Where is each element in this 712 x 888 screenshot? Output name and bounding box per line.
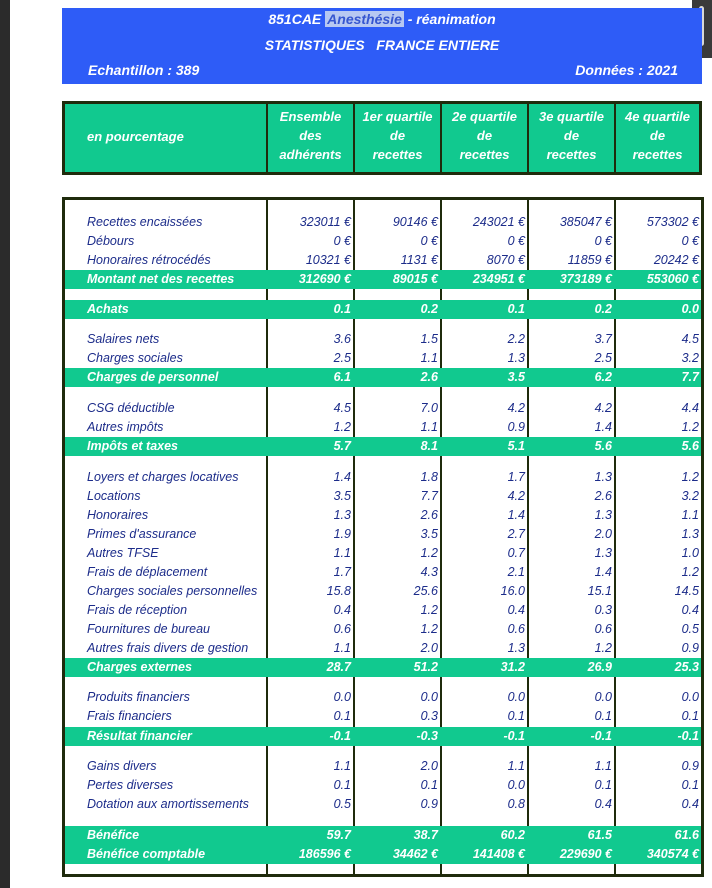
row-value: 2.5 (333, 351, 351, 365)
row-value: 1.7 (507, 470, 525, 484)
table-row (65, 688, 701, 707)
row-label: Résultat financier (87, 729, 192, 743)
row-label: Salaires nets (87, 332, 160, 346)
row-label: Frais de déplacement (87, 565, 208, 579)
row-value: 0.4 (681, 797, 699, 811)
row-value: 1.1 (333, 546, 351, 560)
column-header-line: recettes (459, 147, 510, 162)
row-value: 0.1 (333, 302, 351, 316)
row-value: 0.5 (681, 622, 699, 636)
row-value: 1.1 (681, 508, 699, 522)
table-row (65, 795, 701, 814)
column-header-cell (527, 104, 614, 172)
row-value: 1.2 (594, 641, 612, 655)
row-value: 15.8 (326, 584, 351, 598)
row-value: 1.1 (333, 641, 351, 655)
column-header-cell (266, 104, 353, 172)
table-row (65, 563, 701, 582)
report-subtitle: STATISTIQUES FRANCE ENTIERE (264, 37, 500, 53)
row-value: 0.1 (420, 778, 438, 792)
row-value: 8070 € (486, 253, 525, 267)
row-value: 4.4 (681, 401, 699, 415)
column-header-cell (614, 104, 699, 172)
row-value: 0.1 (333, 709, 351, 723)
row-value: 1.4 (333, 470, 351, 484)
row-value: 4.3 (420, 565, 438, 579)
table-row (65, 506, 701, 525)
row-value: 1.4 (507, 508, 525, 522)
specialty-highlight: Anesthésie (327, 11, 402, 27)
row-value: 1.1 (507, 759, 525, 773)
row-value: 0.5 (333, 797, 351, 811)
row-label: Locations (87, 489, 141, 503)
row-value: 4.5 (333, 401, 351, 415)
row-value: 553060 € (646, 272, 699, 286)
row-value: 312690 € (298, 272, 351, 286)
row-value: 1.2 (420, 603, 438, 617)
row-value: 3.2 (681, 489, 699, 503)
row-value: 1.9 (333, 527, 351, 541)
row-value: 1.2 (681, 470, 699, 484)
row-value: 11859 € (567, 253, 612, 267)
column-header-line: des (299, 128, 322, 143)
row-label: Charges sociales (87, 351, 183, 365)
row-value: 1.3 (681, 527, 699, 541)
row-value: 59.7 (326, 828, 351, 842)
row-value: 0.1 (594, 709, 612, 723)
row-value: 0.4 (507, 603, 525, 617)
row-value: 0.0 (333, 690, 351, 704)
row-value: 4.2 (507, 401, 525, 415)
row-value: 141408 € (472, 847, 525, 861)
row-value: 60.2 (500, 828, 525, 842)
row-value: 61.5 (587, 828, 612, 842)
row-label: Honoraires rétrocédés (87, 253, 211, 267)
row-value: -0.1 (329, 729, 351, 743)
subtotal-row (65, 845, 701, 864)
row-value: 10321 € (305, 253, 351, 267)
column-header-line: de (649, 128, 666, 143)
row-value: 15.1 (587, 584, 612, 598)
row-value: 1.3 (507, 351, 525, 365)
row-label: Recettes encaissées (87, 215, 203, 229)
title-banner (62, 8, 702, 84)
row-value: 0 € (507, 234, 525, 248)
row-value: 2.7 (507, 527, 525, 541)
row-value: 1.4 (594, 565, 612, 579)
row-value: 90146 € (392, 215, 438, 229)
row-value: 4.2 (507, 489, 525, 503)
row-label: Charges de personnel (87, 370, 219, 384)
row-value: -0.1 (677, 729, 699, 743)
row-value: 14.5 (674, 584, 699, 598)
row-value: 7.7 (681, 370, 699, 384)
row-value: 38.7 (413, 828, 438, 842)
row-value: 3.5 (507, 370, 525, 384)
row-label: Primes d'assurance (87, 527, 197, 541)
row-value: 3.6 (333, 332, 351, 346)
row-value: 5.1 (507, 439, 525, 453)
row-value: 0.1 (507, 302, 525, 316)
row-label: Montant net des recettes (87, 272, 235, 286)
row-value: 0.1 (333, 778, 351, 792)
row-value: 1.1 (420, 351, 438, 365)
row-value: 0 € (333, 234, 351, 248)
row-value: 0.6 (507, 622, 525, 636)
table-row (65, 639, 701, 658)
table-row (65, 349, 701, 368)
column-header-line: recettes (546, 147, 597, 162)
row-value: 0.1 (681, 709, 699, 723)
row-value: 1.1 (594, 759, 612, 773)
row-value: 2.2 (507, 332, 525, 346)
row-value: 1.3 (594, 508, 612, 522)
row-value: 0.3 (420, 709, 438, 723)
row-value: 1.7 (333, 565, 351, 579)
row-value: 3.5 (420, 527, 438, 541)
row-label: Débours (87, 234, 135, 248)
window-left-edge (0, 0, 10, 888)
row-value: 2.5 (594, 351, 612, 365)
row-value: 0.4 (594, 797, 612, 811)
row-value: 0.3 (594, 603, 612, 617)
row-label: Charges sociales personnelles (87, 584, 258, 598)
row-value: 3.2 (681, 351, 699, 365)
row-value: -0.3 (416, 729, 438, 743)
row-value: 0 € (681, 234, 699, 248)
row-label: Gains divers (87, 759, 157, 773)
row-value: 186596 € (298, 847, 351, 861)
column-header-line: 2e quartile (451, 109, 518, 124)
row-value: 243021 € (472, 215, 525, 229)
row-label: Dotation aux amortissements (87, 797, 249, 811)
table-row (65, 232, 701, 251)
row-value: 2.1 (507, 565, 525, 579)
row-label: Charges externes (87, 660, 192, 674)
row-value: 1.2 (420, 622, 438, 636)
row-value: 0.7 (507, 546, 525, 560)
row-value: 2.0 (594, 527, 612, 541)
row-value: 5.6 (594, 439, 612, 453)
table-row (65, 525, 701, 544)
row-value: 2.6 (420, 370, 438, 384)
row-value: 25.6 (413, 584, 438, 598)
table-row (65, 213, 701, 232)
row-value: 0.9 (507, 420, 525, 434)
table-row (65, 251, 701, 270)
subtotal-row (65, 727, 701, 746)
column-header-line: de (563, 128, 580, 143)
row-value: 1.0 (681, 546, 699, 560)
column-header-line: recettes (632, 147, 683, 162)
row-value: 573302 € (646, 215, 699, 229)
row-value: 340574 € (646, 847, 699, 861)
row-value: 0 € (594, 234, 612, 248)
row-value: 6.2 (594, 370, 612, 384)
subtotal-row (65, 658, 701, 677)
table-row (65, 707, 701, 726)
row-value: 34462 € (392, 847, 438, 861)
subtotal-row (65, 368, 701, 387)
row-value: 385047 € (559, 215, 612, 229)
row-value: 1.2 (333, 420, 351, 434)
row-label: Pertes diverses (87, 778, 174, 792)
table-row (65, 399, 701, 418)
row-value: 0.9 (681, 641, 699, 655)
row-value: 1.1 (333, 759, 351, 773)
row-value: 0.0 (420, 690, 438, 704)
header-row-label: en pourcentage (87, 129, 184, 144)
row-value: 0.0 (594, 690, 612, 704)
specialty-suffix: - réanimation (403, 11, 496, 27)
subtotal-row (65, 826, 701, 845)
row-value: 26.9 (587, 660, 612, 674)
column-header-cell (440, 104, 527, 172)
row-label: Fournitures de bureau (87, 622, 210, 636)
row-value: 6.1 (333, 370, 351, 384)
row-label: Autres TFSE (87, 546, 159, 560)
row-value: 5.6 (681, 439, 699, 453)
column-header-line: 1er quartile (362, 109, 433, 124)
table-row (65, 487, 701, 506)
report-title (62, 11, 702, 27)
row-value: 0.0 (681, 690, 699, 704)
column-header-line: adhérents (279, 147, 342, 162)
row-value: 0.9 (420, 797, 438, 811)
table-row (65, 757, 701, 776)
row-value: 0 € (420, 234, 438, 248)
row-value: 1.3 (507, 641, 525, 655)
column-header-line: de (476, 128, 493, 143)
row-value: 61.6 (674, 828, 699, 842)
statistics-table (62, 197, 704, 877)
row-value: 7.0 (420, 401, 438, 415)
row-value: 4.5 (681, 332, 699, 346)
row-value: 89015 € (392, 272, 438, 286)
row-label: Impôts et taxes (87, 439, 179, 453)
row-value: 1.5 (420, 332, 438, 346)
subtotal-row (65, 300, 701, 319)
column-header-line: de (389, 128, 406, 143)
row-value: 2.0 (420, 759, 438, 773)
row-label: CSG déductible (87, 401, 175, 415)
row-value: 20242 € (653, 253, 699, 267)
row-value: 31.2 (500, 660, 525, 674)
row-value: -0.1 (503, 729, 525, 743)
row-value: 7.7 (420, 489, 438, 503)
row-label: Frais de réception (87, 603, 188, 617)
row-value: 2.0 (420, 641, 438, 655)
row-value: 1.8 (420, 470, 438, 484)
row-value: 0.6 (333, 622, 351, 636)
row-value: 28.7 (326, 660, 351, 674)
row-value: 8.1 (420, 439, 438, 453)
row-value: 1.2 (681, 420, 699, 434)
row-value: 0.4 (681, 603, 699, 617)
table-row (65, 468, 701, 487)
row-value: 0.6 (594, 622, 612, 636)
row-label: Bénéfice comptable (87, 847, 206, 861)
table-row (65, 582, 701, 601)
row-value: 1.2 (420, 546, 438, 560)
row-value: 1.3 (594, 546, 612, 560)
row-value: 2.6 (594, 489, 612, 503)
row-value: 3.5 (333, 489, 351, 503)
table-row (65, 620, 701, 639)
row-value: 1.1 (420, 420, 438, 434)
data-year: Données : 2021 (575, 62, 678, 78)
row-value: 5.7 (333, 439, 351, 453)
row-value: 0.9 (681, 759, 699, 773)
row-value: 3.7 (594, 332, 612, 346)
row-value: 1.3 (333, 508, 351, 522)
row-value: 0.2 (594, 302, 612, 316)
row-value: 1.4 (594, 420, 612, 434)
table-row (65, 418, 701, 437)
row-label: Loyers et charges locatives (87, 470, 239, 484)
row-value: 0.0 (681, 302, 699, 316)
row-value: 1.3 (594, 470, 612, 484)
column-header (62, 101, 702, 175)
column-header-line: recettes (372, 147, 423, 162)
row-label: Frais financiers (87, 709, 172, 723)
row-value: 0.8 (507, 797, 525, 811)
row-value: 2.6 (420, 508, 438, 522)
table-row (65, 776, 701, 795)
column-header-line: Ensemble (279, 109, 342, 124)
row-value: 0.0 (507, 778, 525, 792)
column-header-line: 3e quartile (538, 109, 605, 124)
table-row (65, 601, 701, 620)
row-value: 373189 € (559, 272, 612, 286)
subtotal-row (65, 270, 701, 289)
row-value: 234951 € (472, 272, 525, 286)
row-value: -0.1 (590, 729, 612, 743)
code-label: 851CAE (268, 11, 322, 27)
row-label: Achats (87, 302, 129, 316)
row-value: 0.0 (507, 690, 525, 704)
row-value: 25.3 (674, 660, 699, 674)
row-value: 1.2 (681, 565, 699, 579)
row-value: 0.4 (333, 603, 351, 617)
row-value: 4.2 (594, 401, 612, 415)
row-value: 51.2 (413, 660, 438, 674)
row-value: 0.1 (681, 778, 699, 792)
row-label: Autres impôts (87, 420, 164, 434)
column-header-line: 4e quartile (624, 109, 691, 124)
row-value: 229690 € (559, 847, 612, 861)
subtotal-row (65, 437, 701, 456)
row-label: Honoraires (87, 508, 149, 522)
row-value: 16.0 (500, 584, 525, 598)
table-row (65, 330, 701, 349)
column-header-cell (353, 104, 440, 172)
row-value: 1131 € (400, 253, 438, 267)
row-value: 0.1 (594, 778, 612, 792)
row-value: 0.2 (420, 302, 438, 316)
table-row (65, 544, 701, 563)
sample-size: Echantillon : 389 (88, 62, 200, 78)
row-label: Autres frais divers de gestion (87, 641, 249, 655)
row-value: 0.1 (507, 709, 525, 723)
row-value: 323011 € (299, 215, 351, 229)
row-label: Bénéfice (87, 828, 140, 842)
row-label: Produits financiers (87, 690, 190, 704)
